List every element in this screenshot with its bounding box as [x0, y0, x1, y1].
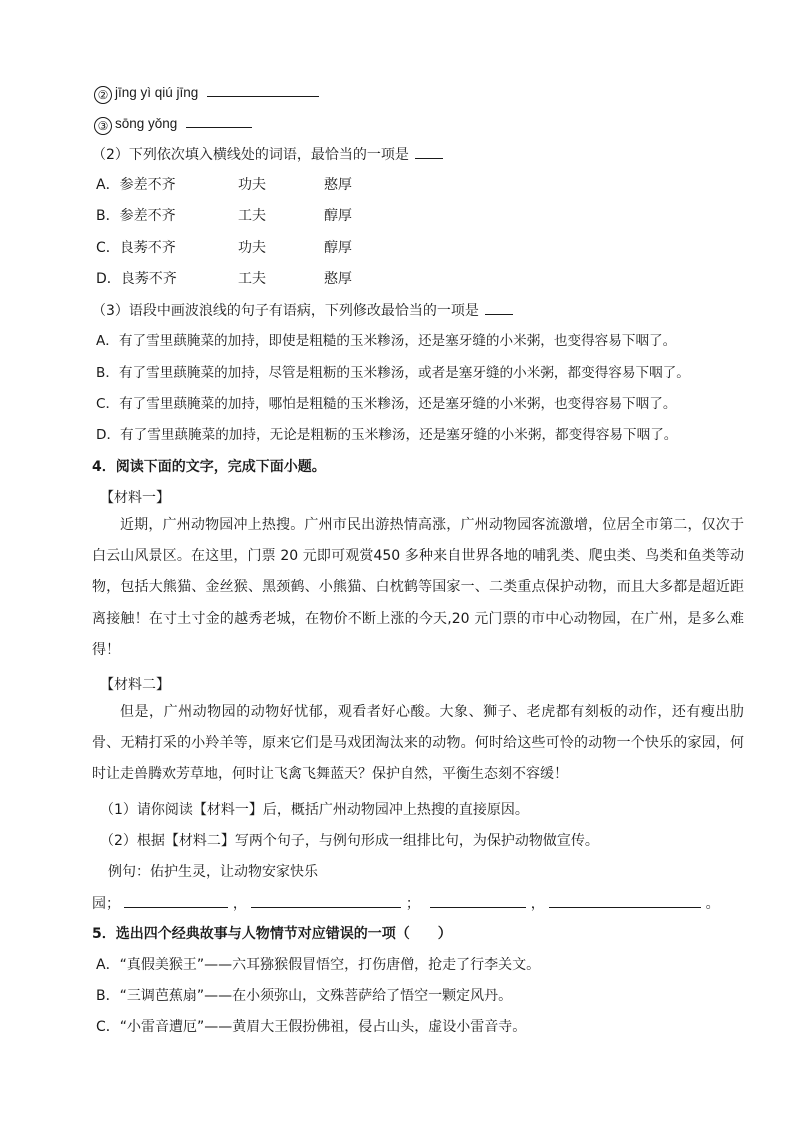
- material-2-text: 但是，广州动物园的动物好忧郁，观看者好心酸。大象、狮子、老虎都有刻板的动作，还有瘦出肋骨、无精打采的小羚羊等，原来它们是马戏团淘汰来的动物。何时给这些可怜的动物一个快乐的家园，何时让走兽腾欢芳草地，何时让飞禽飞舞蓝天？保护自然，平衡生态刻不容缓！: [92, 704, 744, 783]
- item-marker: ③: [94, 117, 112, 135]
- answer-line: [92, 893, 720, 913]
- option-b-word3: 醇厚: [324, 208, 352, 224]
- answer-prefix: 园；: [92, 896, 120, 912]
- material-2-heading: 【材料二】: [100, 677, 170, 693]
- answer-blank[interactable]: [485, 300, 513, 315]
- option-label: D．良莠不齐: [96, 271, 177, 287]
- answer-blank[interactable]: [186, 113, 252, 128]
- option-d-word2: 工夫: [238, 271, 266, 287]
- question-3-2-prompt: [92, 144, 443, 164]
- option-a-word3: 憨厚: [324, 177, 352, 193]
- option-label: B．参差不齐: [96, 208, 176, 224]
- pinyin-item-2: [94, 82, 319, 102]
- option-d-word3: 憨厚: [324, 271, 352, 287]
- question-5-title: 5．选出四个经典故事与人物情节对应错误的一项（ ）: [92, 926, 452, 942]
- answer-blank[interactable]: [207, 82, 319, 97]
- option-c-word2: 功夫: [238, 240, 266, 256]
- option-c[interactable]: C．有了雪里蕻腌菜的加持，哪怕是粗糙的玉米糁汤，还是塞牙缝的小米粥，也变得容易下咽了。: [96, 396, 677, 412]
- punct: 。: [705, 896, 720, 912]
- option-a[interactable]: [96, 175, 176, 195]
- option-c[interactable]: C．“小雷音遭厄”——黄眉大王假扮佛祖，侵占山头，虚设小雷音寺。: [96, 1019, 527, 1035]
- punct: ；: [405, 896, 420, 912]
- material-1-text: 近期，广州动物园冲上热搜。广州市民出游热情高涨，广州动物园客流激增，位居全市第二，仅次于白云山风景区。在这里，门票 20 元即可观赏450 多种来自世界各地的哺乳类、爬虫类、鸟类和鱼类等动物，包括大熊猫、金丝猴、黑颈鹤、小熊猫、白枕鹤等国家一、二类重点保护动物，而且大多都是超近距离接触！在寸土寸金的越秀老城，在物价不断上涨的今天,20 元门票的市中心动物园，在广州，是多么难得！: [92, 517, 744, 658]
- pinyin-text: jīng yì qiú jīng: [115, 85, 199, 100]
- prompt-text: （3）语段中画波浪线的句子有语病，下列修改最恰当的一项是: [92, 303, 479, 319]
- option-b[interactable]: B．“三调芭蕉扇”——在小须弥山，文殊菩萨给了悟空一颗定风丹。: [96, 988, 513, 1004]
- question-4-1: （1）请你阅读【材料一】后，概括广州动物园冲上热搜的直接原因。: [100, 802, 529, 818]
- option-label: C．良莠不齐: [96, 240, 176, 256]
- option-c[interactable]: [96, 238, 176, 258]
- answer-blank-4[interactable]: [549, 893, 701, 908]
- option-c-word3: 醇厚: [324, 240, 352, 256]
- answer-blank[interactable]: [415, 144, 443, 159]
- option-d[interactable]: D．有了雪里蕻腌菜的加持，无论是粗粝的玉米糁汤，还是塞牙缝的小米粥，都变得容易下咽了。: [96, 427, 678, 443]
- answer-blank-3[interactable]: [430, 893, 526, 908]
- example-sentence: 例句：佑护生灵，让动物安家快乐: [108, 864, 318, 880]
- answer-blank-1[interactable]: [124, 893, 228, 908]
- answer-blank-2[interactable]: [251, 893, 401, 908]
- option-d[interactable]: [96, 269, 177, 289]
- question-4-title: 4．阅读下面的文字，完成下面小题。: [92, 459, 326, 475]
- option-b[interactable]: [96, 206, 176, 226]
- option-a-word2: 功夫: [238, 177, 266, 193]
- option-a[interactable]: A．“真假美猴王”——六耳猕猴假冒悟空，打伤唐僧，抢走了行李关文。: [96, 957, 541, 973]
- pinyin-text: sōng yǒng: [115, 116, 178, 131]
- option-b-word2: 工夫: [238, 208, 266, 224]
- option-a[interactable]: A．有了雪里蕻腌菜的加持，即使是粗糙的玉米糁汤，还是塞牙缝的小米粥，也变得容易下咽了。: [96, 333, 677, 349]
- question-4-2: （2）根据【材料二】写两个句子，与例句形成一组排比句，为保护动物做宣传。: [100, 833, 599, 849]
- punct: ，: [530, 896, 545, 912]
- option-label: A．参差不齐: [96, 177, 176, 193]
- material-1-heading: 【材料一】: [100, 490, 170, 506]
- pinyin-item-3: [94, 113, 252, 133]
- question-3-3-prompt: [92, 300, 513, 320]
- prompt-text: （2）下列依次填入横线处的词语，最恰当的一项是: [92, 147, 409, 163]
- punct: ，: [232, 896, 247, 912]
- option-b[interactable]: B．有了雪里蕻腌菜的加持，尽管是粗粝的玉米糁汤，或者是塞牙缝的小米粥，都变得容易下咽了。: [96, 365, 690, 381]
- item-marker: ②: [94, 86, 112, 104]
